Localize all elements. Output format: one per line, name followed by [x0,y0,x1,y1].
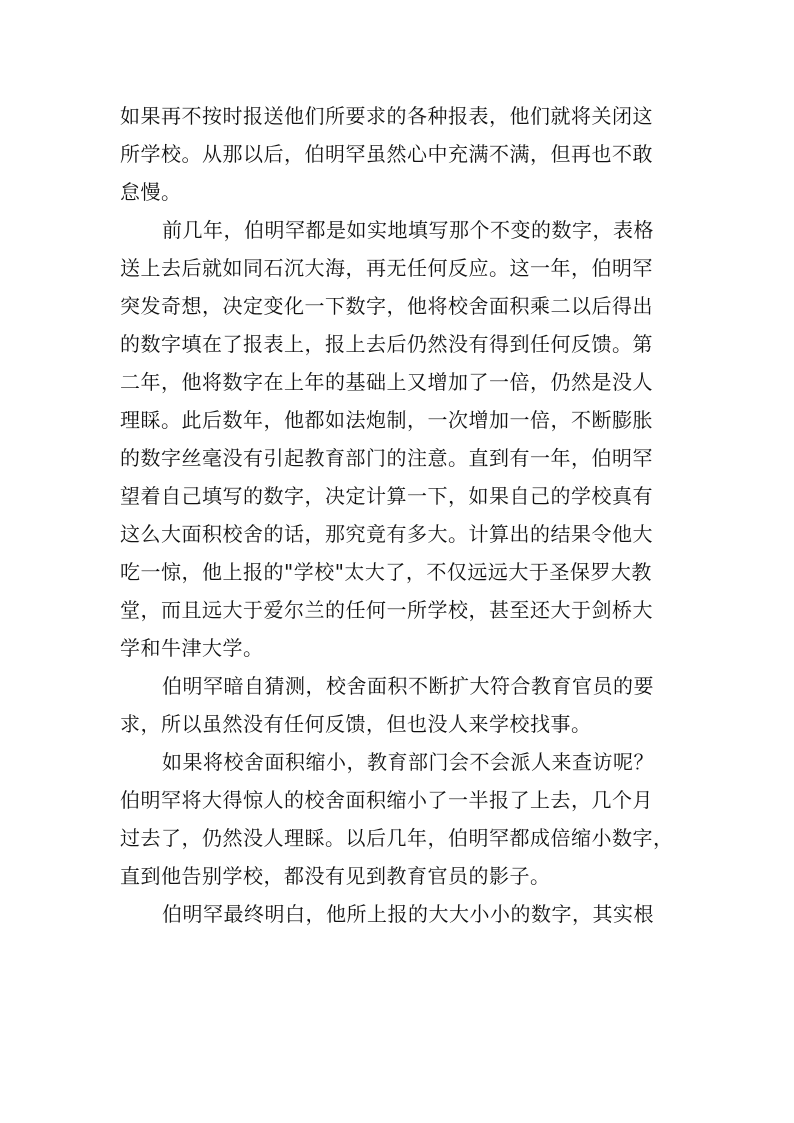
text-line: 送上去后就如同石沉大海，再无任何反应。这一年，伯明罕 [120,256,653,280]
text-line: 理睬。此后数年，他都如法炮制，一次增加一倍，不断膨胀 [120,408,653,432]
text-line: 二年，他将数字在上年的基础上又增加了一倍，仍然是没人 [120,370,653,394]
text-line: 这么大面积校舍的话，那究竟有多大。计算出的结果令他大 [120,522,653,546]
paragraph-start-line: 如果将校舍面积缩小，教育部门会不会派人来查访呢？ [162,750,654,774]
text-line: 所学校。从那以后，伯明罕虽然心中充满不满，但再也不敢 [120,142,653,166]
text-line: 的数字丝毫没有引起教育部门的注意。直到有一年，伯明罕 [120,446,653,470]
text-line: 求，所以虽然没有任何反馈，但也没人来学校找事。 [120,712,592,736]
text-line: 如果再不按时报送他们所要求的各种报表，他们就将关闭这 [120,104,653,128]
text-line: 伯明罕将大得惊人的校舍面积缩小了一半报了上去，几个月 [120,788,653,812]
text-line: 怠慢。 [120,180,182,204]
text-line: 的数字填在了报表上，报上去后仍然没有得到任何反馈。第 [120,332,653,356]
text-line: 直到他告别学校，都没有见到教育官员的影子。 [120,864,551,888]
text-line: 堂，而且远大于爱尔兰的任何一所学校，甚至还大于剑桥大 [120,598,653,622]
text-line: 过去了，仍然没人理睬。以后几年，伯明罕都成倍缩小数字， [120,826,674,850]
paragraph-start-line: 前几年，伯明罕都是如实地填写那个不变的数字，表格 [162,218,654,242]
text-line: 学和牛津大学。 [120,636,264,660]
body-text [120,97,680,933]
paragraph-start-line: 伯明罕暗自猜测，校舍面积不断扩大符合教育官员的要 [162,674,654,698]
paragraph-start-line: 伯明罕最终明白，他所上报的大大小小的数字，其实根 [162,902,654,926]
text-line: 望着自己填写的数字，决定计算一下，如果自己的学校真有 [120,484,653,508]
text-line: 吃一惊，他上报的"学校"太大了，不仅远远大于圣保罗大教 [120,560,652,584]
text-line: 突发奇想，决定变化一下数字，他将校舍面积乘二以后得出 [120,294,653,318]
